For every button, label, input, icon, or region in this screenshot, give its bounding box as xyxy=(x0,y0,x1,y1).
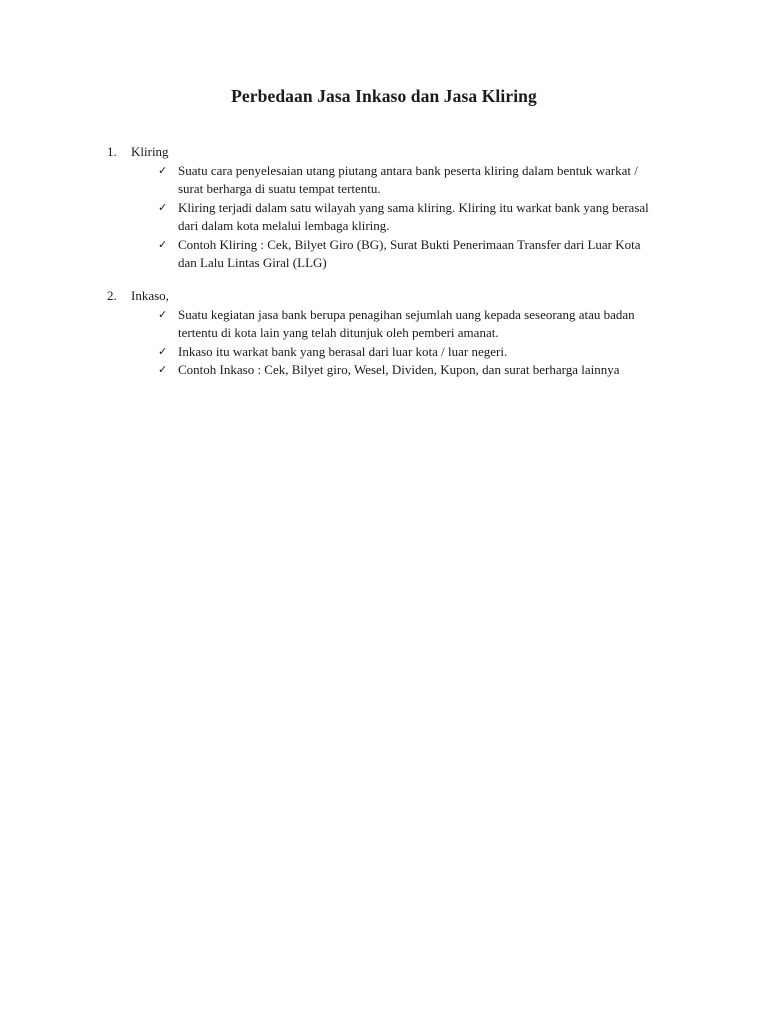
section-number: 1. xyxy=(107,144,117,159)
bullet-line: surat berharga di suatu tempat tertentu. xyxy=(178,181,381,196)
list-item xyxy=(107,199,687,236)
section-label: Inkaso, xyxy=(131,288,169,303)
document-title: Perbedaan Jasa Inkaso dan Jasa Kliring xyxy=(231,86,537,106)
checkmark-icon: ✓ xyxy=(158,363,168,376)
bullet-list xyxy=(107,162,687,273)
bullet-line: Contoh Kliring : Cek, Bilyet Giro (BG), Surat Bukti Penerimaan Transfer dari Luar Kota xyxy=(178,236,641,252)
section-number: 2. xyxy=(107,288,117,303)
list-item xyxy=(107,306,687,343)
bullet-line: dari dalam kota melalui lembaga kliring. xyxy=(178,218,390,233)
bullet-line: Suatu cara penyelesaian utang piutang antara bank peserta kliring dalam bentuk warkat / xyxy=(178,162,638,178)
section-kliring xyxy=(107,143,687,273)
section-heading xyxy=(107,143,687,162)
list-item xyxy=(107,236,687,273)
bullet-line: Inkaso itu warkat bank yang berasal dari luar kota / luar negeri. xyxy=(178,343,508,359)
checkmark-icon: ✓ xyxy=(158,237,168,251)
bullet-line: Kliring terjadi dalam satu wilayah yang sama kliring. Kliring itu warkat bank yang berasal xyxy=(178,199,649,215)
checkmark-icon: ✓ xyxy=(158,307,168,321)
bullet-line: dan Lalu Lintas Giral (LLG) xyxy=(178,255,327,270)
bullet-line: tertentu di kota lain yang telah ditunjuk oleh pemberi amanat. xyxy=(178,325,499,340)
list-item xyxy=(107,361,687,380)
section-heading xyxy=(107,287,687,306)
section-label: Kliring xyxy=(131,144,169,159)
list-item xyxy=(107,162,687,199)
checkmark-icon: ✓ xyxy=(158,200,168,214)
bullet-list xyxy=(107,306,687,380)
bullet-line: Contoh Inkaso : Cek, Bilyet giro, Wesel, Dividen, Kupon, dan surat berharga lainnya xyxy=(178,362,620,377)
checkmark-icon: ✓ xyxy=(158,344,168,358)
checkmark-icon: ✓ xyxy=(158,163,168,177)
list-item xyxy=(107,343,687,362)
section-inkaso xyxy=(107,287,687,380)
bullet-line: Suatu kegiatan jasa bank berupa penagihan sejumlah uang kepada seseorang atau badan xyxy=(178,306,635,322)
